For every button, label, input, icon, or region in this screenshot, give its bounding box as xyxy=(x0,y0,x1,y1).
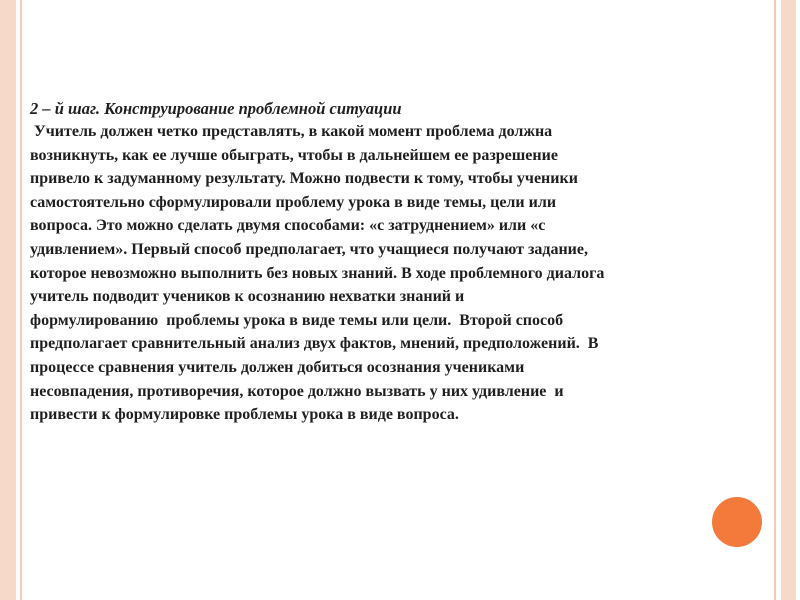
slide-body-line: Учитель должен четко представлять, в какой момент проблема должна xyxy=(30,123,553,140)
slide-body-line: которое невозможно выполнить без новых знаний. В ходе проблемного диалога xyxy=(30,264,605,282)
slide-body-line: вопроса. Это можно сделать двумя способами: «с затруднением» или «с xyxy=(30,217,546,235)
slide-body-line: процессе сравнения учитель должен добиться осознания учениками xyxy=(30,358,525,376)
slide-body-line: предполагает сравнительный анализ двух фактов, мнений, предположений. В xyxy=(30,335,599,353)
slide-heading: 2 – й шаг. Конструирование проблемной ситуации xyxy=(30,99,402,118)
decorative-circle-icon xyxy=(712,497,762,547)
slide-body-line: привело к задуманному результату. Можно подвести к тому, чтобы ученики xyxy=(30,170,578,188)
slide-body-line: учитель подводит учеников к осознанию нехватки знаний и xyxy=(30,288,465,306)
left-border-line xyxy=(20,0,22,600)
right-border-line xyxy=(774,0,776,600)
slide-content xyxy=(30,98,770,427)
left-border-band xyxy=(0,0,16,600)
slide-body-line: удивлением». Первый способ предполагает, что учащиеся получают задание, xyxy=(30,240,588,258)
slide-body-line: возникнуть, как ее лучше обыграть, чтобы в дальнейшем ее разрешение xyxy=(30,146,558,164)
slide-body-line: самостоятельно сформулировали проблему урока в виде темы, цели или xyxy=(30,193,557,211)
slide-body-line: несовпадения, противоречия, которое должно вызвать у них удивление и xyxy=(30,382,564,400)
slide-body-line: привести к формулировке проблемы урока в виде вопроса. xyxy=(30,406,459,424)
right-border-band xyxy=(781,0,796,600)
slide-body-line: формулированию проблемы урока в виде темы или цели. Второй способ xyxy=(30,311,564,329)
